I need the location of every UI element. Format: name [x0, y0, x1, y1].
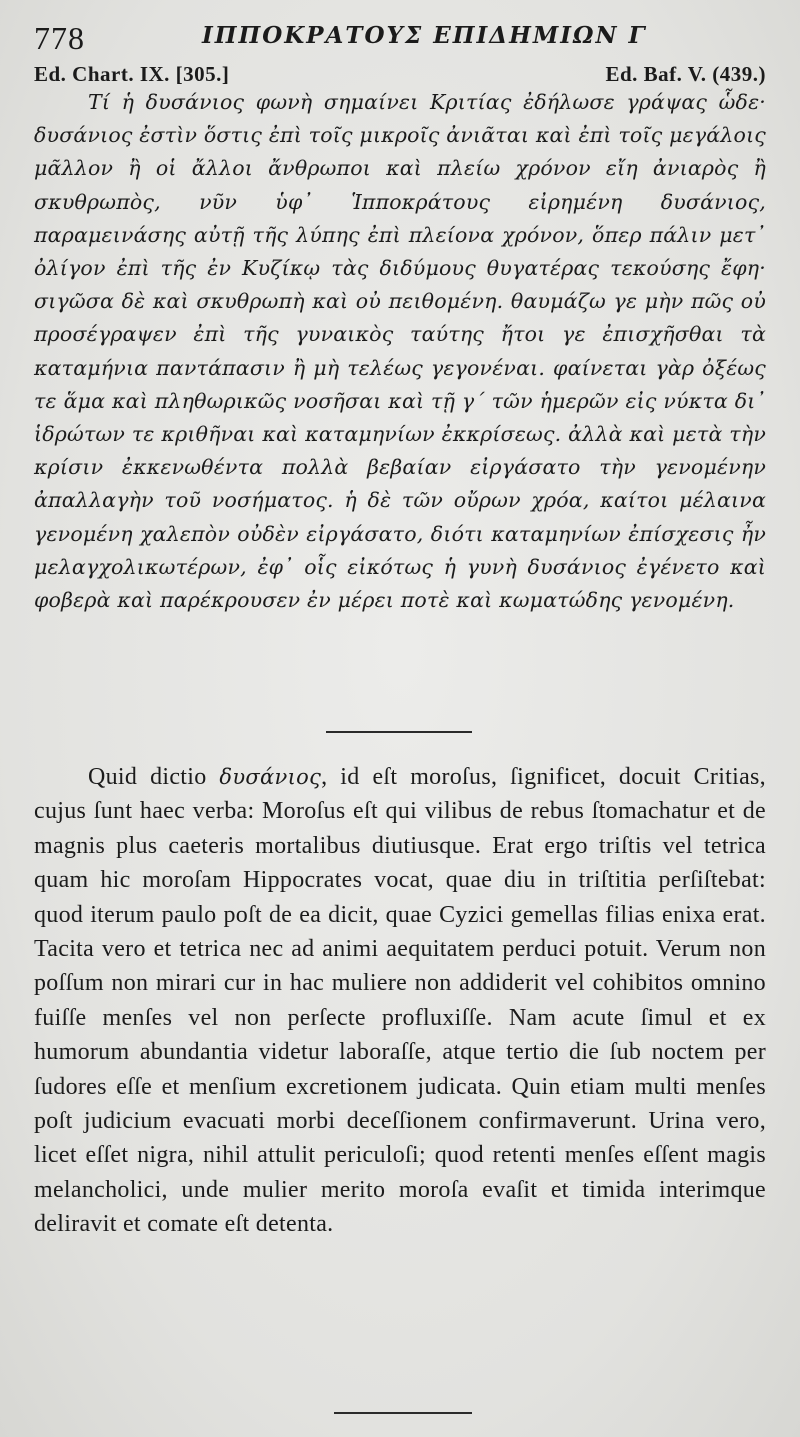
- latin-intro: Quid dictio: [88, 764, 207, 790]
- page-number: 778: [34, 20, 85, 56]
- latin-body: , id eſt moroſus, ſignificet, docuit Critias, cujus ſunt haec verba: Moroſus eſt qui vilibus de rebus ſtomachatur et de magnis plus caeteris mortalibus diutiusque. Erat ergo triſtis vel tetrica quam hic moroſam Hippocrates vocat, quae diu in triſtitia perſiſtebat: quod iterum paulo poſt de ea dicit, quae Cyzici gemellas filias enixa erat. Tacita vero et tetrica nec ad animi aequitatem perduci potuit. Verum non poſſum non mirari cur in hac muliere non addiderit vel cohibitos omnino fuiſſe menſes vel non perſecte profluxiſſe. Nam acute ſimul et ex humorum abundantia videtur laboraſſe, atque tertio die ſub noctem per ſudores eſſe et menſium excretionem judicata. Quin etiam multi menſes poſt judicium evacuati morbi deceſſionem confirmaverunt. Urina vero, licet eſſet nigra, nihil attulit periculoſi; quod retenti menſes eſſent magis melancholici, unde mulier merito moroſa evaſit et timida interimque deliravit et comate eſt detenta.: [34, 764, 766, 1238]
- greek-paragraph: Τί ἡ δυσάνιος φωνὴ σημαίνει Κριτίας ἐδήλωσε γράψας ὧδε· δυσάνιος ἐστὶν ὅστις ἐπὶ τοῖς μικροῖς ἀνιᾶται καὶ ἐπὶ τοῖς μεγάλοις μᾶλλον ἢ οἱ ἄλλοι ἄνθρωποι καὶ πλείω χρόνον εἴη ἀνιαρὸς ἢ σκυθρωπὸς, νῦν ὑφ᾽ Ἱπποκράτους εἰρημένη δυσάνιος, παραμεινάσης αὐτῇ τῆς λύπης ἐπὶ πλείονα χρόνον, ὅπερ πάλιν μετ᾽ ὀλίγον ἐπὶ τῆς ἐν Κυζίκῳ τὰς διδύμους θυγατέρας τεκούσης ἔφη· σιγῶσα δὲ καὶ σκυθρωπὴ καὶ οὐ πειθομένη. θαυμάζω γε μὴν πῶς οὐ προσέγραψεν ἐπὶ τῆς γυναικὸς ταύτης ἤτοι γε ἐπισχῆσθαι τὰ καταμήνια παντάπασιν ἢ μὴ τελέως γεγονέναι. φαίνεται γὰρ ὀξέως τε ἅμα καὶ πληθωρικῶς νοσῆσαι καὶ τῇ γ΄ τῶν ἡμερῶν εἰς νύκτα δι᾽ ἱδρώτων τε κριθῆναι καὶ καταμηνίων ἐκκρίσεως. ἀλλὰ καὶ μετὰ τὴν κρίσιν ἐκκενωθέντα πολλὰ βεβαίαν εἰργάσατο τὴν γενομένην ἀπαλλαγὴν τοῦ νοσήματος. ἡ δὲ τῶν οὔρων χρόα, καίτοι μέλαινα γενομένη χαλεπὸν οὐδὲν εἰργάσατο, διότι καταμηνίων ἐπίσχεσις ἦν μελαγχολικωτέρων, ἐφ᾽ οἷς εἰκότως ἡ γυνὴ δυσάνιος ἐγένετο καὶ φοβερὰ καὶ παρέκρουσεν ἐν μέρει ποτὲ καὶ κωματώδης γενομένη.: [34, 90, 766, 613]
- running-head: [34, 14, 764, 54]
- edition-chartier-ref: Ed. Chart. IX. [305.]: [34, 62, 230, 86]
- latin-greek-term: δυσάνιος: [219, 765, 322, 789]
- end-divider-rule: [334, 1412, 472, 1414]
- edition-basel-ref: Ed. Baf. V. (439.): [605, 62, 766, 86]
- running-title: ΙΠΠΟΚΡΑΤΟΥΣ ΕΠΙΔΗΜΙΩΝ Γ: [202, 22, 647, 49]
- latin-paragraph: [34, 760, 766, 1242]
- section-divider-rule: [326, 731, 472, 733]
